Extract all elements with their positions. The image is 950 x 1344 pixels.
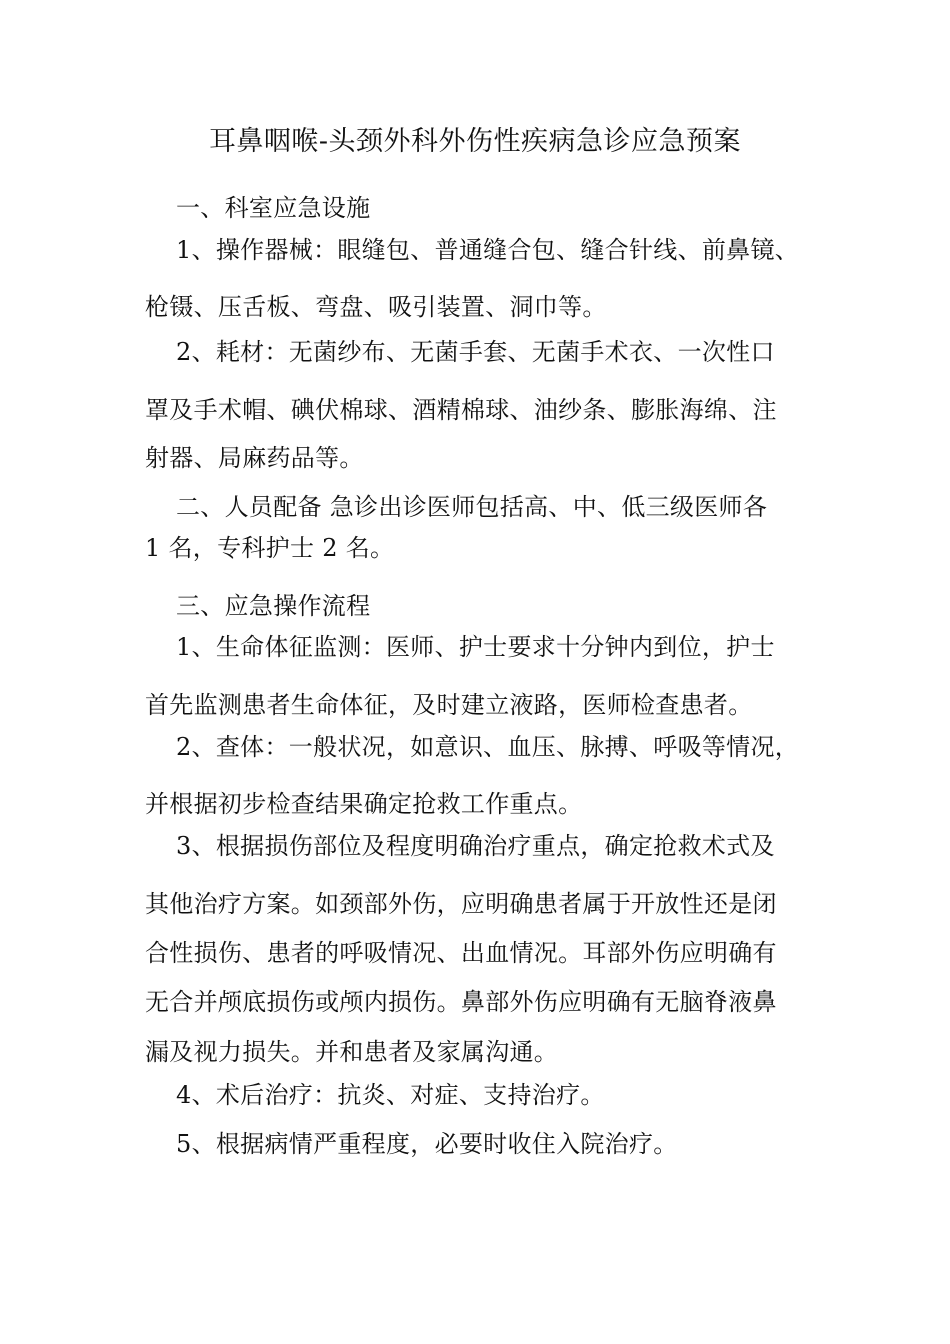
paragraph-line: 漏及视力损失。并和患者及家属沟通。	[145, 1038, 559, 1066]
section-heading-staffing: 二、人员配备 急诊出诊医师包括高、中、低三级医师各	[176, 493, 768, 521]
paragraph-line: 首先监测患者生命体征，及时建立液路，医师检查患者。	[145, 691, 753, 719]
paragraph-line: 5、根据病情严重程度，必要时收住入院治疗。	[176, 1130, 678, 1158]
paragraph-line: 罩及手术帽、碘伏棉球、酒精棉球、油纱条、膨胀海绵、注	[145, 396, 777, 424]
paragraph-line: 1、操作器械：眼缝包、普通缝合包、缝合针线、前鼻镜、	[176, 236, 800, 264]
paragraph-line: 无合并颅底损伤或颅内损伤。鼻部外伤应明确有无脑脊液鼻	[145, 988, 777, 1016]
paragraph-line: 4、术后治疗：抗炎、对症、支持治疗。	[176, 1081, 605, 1109]
paragraph-line: 射器、局麻药品等。	[145, 444, 364, 472]
paragraph-line: 合性损伤、患者的呼吸情况、出血情况。耳部外伤应明确有	[145, 939, 777, 967]
document-title: 耳鼻咽喉-头颈外科外伤性疾病急诊应急预案	[208, 126, 742, 157]
section-heading-facilities: 一、科室应急设施	[176, 194, 371, 222]
paragraph-line: 1 名，专科护士 2 名。	[145, 534, 395, 562]
paragraph-line: 2、耗材：无菌纱布、无菌手套、无菌手术衣、一次性口	[176, 338, 775, 366]
paragraph-line: 并根据初步检查结果确定抢救工作重点。	[145, 790, 583, 818]
paragraph-line: 1、生命体征监测：医师、护士要求十分钟内到位，护士	[176, 633, 775, 661]
paragraph-line: 2、查体：一般状况，如意识、血压、脉搏、呼吸等情况，	[176, 733, 800, 761]
paragraph-line: 其他治疗方案。如颈部外伤，应明确患者属于开放性还是闭	[145, 890, 777, 918]
section-heading-procedure: 三、应急操作流程	[176, 592, 371, 620]
paragraph-line: 3、根据损伤部位及程度明确治疗重点，确定抢救术式及	[176, 832, 775, 860]
paragraph-line: 枪镊、压舌板、弯盘、吸引装置、洞巾等。	[145, 293, 607, 321]
